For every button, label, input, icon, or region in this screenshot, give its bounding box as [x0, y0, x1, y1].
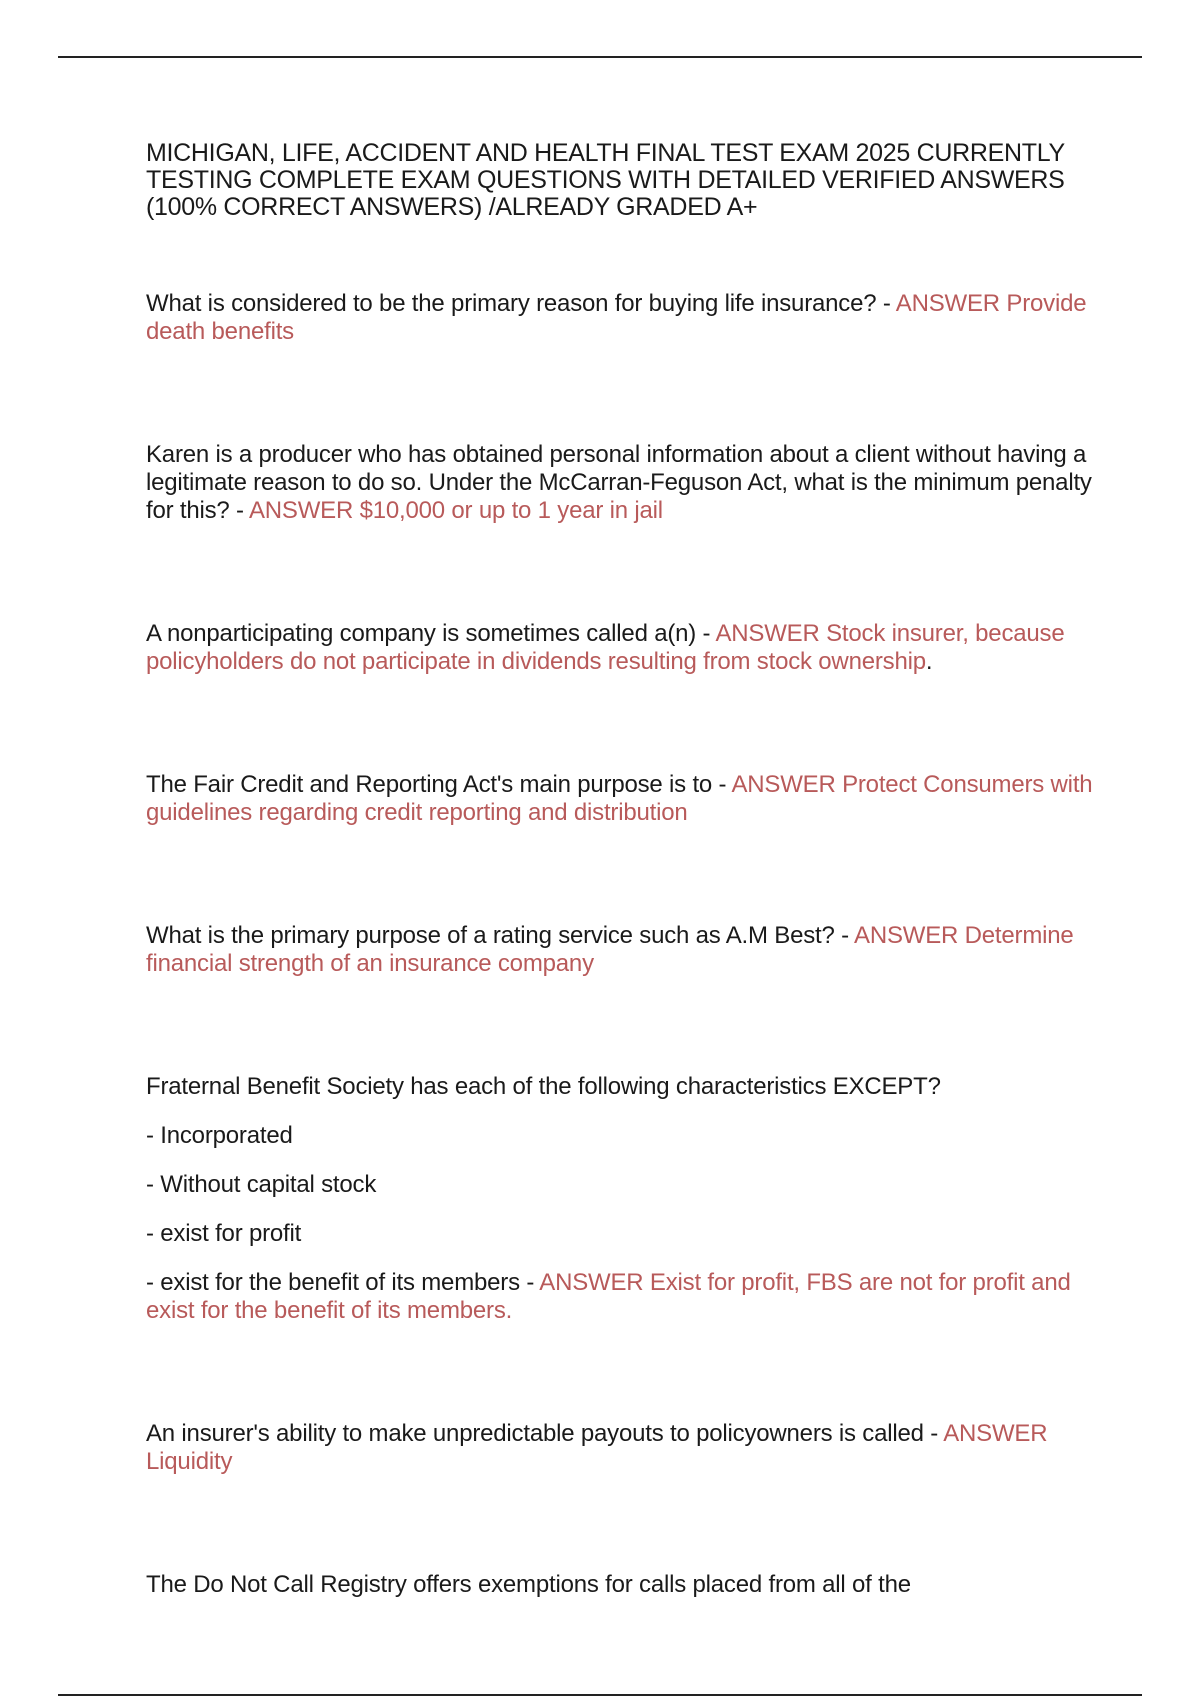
question-text: Fraternal Benefit Society has each of the following characteristics EXCEPT?	[146, 1073, 941, 1100]
answer-text: ANSWER Provide death benefits	[146, 290, 1087, 345]
question-8	[146, 1571, 1096, 1599]
question-4	[146, 771, 1096, 827]
question-6	[146, 1073, 1096, 1325]
top-rule	[58, 56, 1142, 58]
option-1: - Incorporated	[146, 1122, 293, 1149]
option-3: - exist for profit	[146, 1220, 302, 1247]
answer-text: ANSWER Determine financial strength of an insurance company	[146, 922, 1074, 977]
answer-text: ANSWER $10,000 or up to 1 year in jail	[248, 497, 663, 524]
question-text: A nonparticipating company is sometimes called a(n) -	[146, 620, 716, 647]
trailing-period: .	[925, 648, 933, 675]
question-text: The Fair Credit and Reporting Act's main purpose is to -	[146, 771, 732, 798]
question-7	[146, 1420, 1096, 1476]
question-text: The Do Not Call Registry offers exemptions for calls placed from all of the	[146, 1571, 911, 1598]
answer-text: ANSWER Stock insurer, because policyholders do not participate in dividends resulting from stock ownership	[146, 620, 1065, 675]
question-5	[146, 922, 1096, 978]
bottom-rule	[58, 1694, 1142, 1696]
question-text: What is the primary purpose of a rating service such as A.M Best? -	[146, 922, 855, 949]
question-2	[146, 441, 1096, 525]
question-text: An insurer's ability to make unpredictable payouts to policyowners is called -	[146, 1420, 944, 1447]
question-text: Karen is a producer who has obtained personal information about a client without having a legitimate reason to do so. Under the McCarran-Feguson Act, what is the minimum penalty for this? -	[146, 441, 1092, 524]
answer-text: ANSWER Protect Consumers with guidelines regarding credit reporting and distribution	[146, 771, 1093, 826]
document-body	[146, 140, 1096, 1599]
answer-text: ANSWER Exist for profit, FBS are not for profit and exist for the benefit of its members.	[146, 1269, 1071, 1324]
document-title: MICHIGAN, LIFE, ACCIDENT AND HEALTH FINAL TEST EXAM 2025 CURRENTLY TESTING COMPLETE EXAM QUESTIONS WITH DETAILED VERIFIED ANSWERS (100% CORRECT ANSWERS) /ALREADY GRADED A+	[146, 139, 1065, 221]
option-4-text: - exist for the benefit of its members -	[146, 1269, 540, 1296]
question-text: What is considered to be the primary reason for buying life insurance? -	[146, 290, 896, 317]
question-1	[146, 290, 1096, 346]
answer-text: ANSWER Liquidity	[146, 1420, 1048, 1475]
option-2: - Without capital stock	[146, 1171, 377, 1198]
option-4	[146, 1269, 1096, 1325]
question-3	[146, 620, 1096, 676]
